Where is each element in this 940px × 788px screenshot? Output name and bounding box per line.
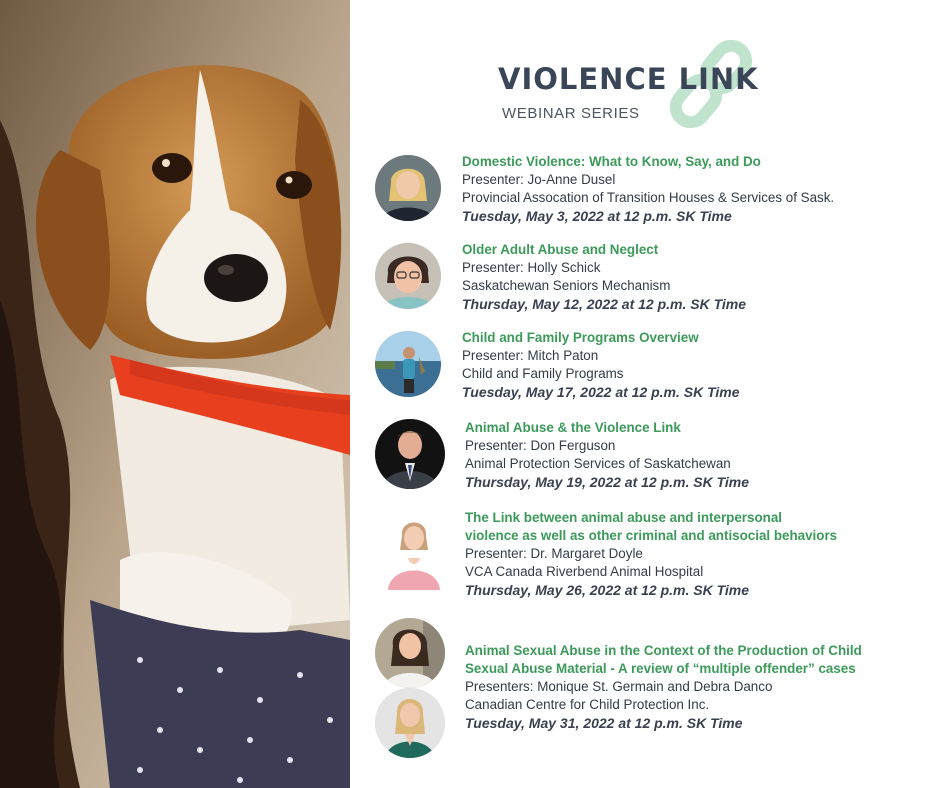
- event-1: [462, 153, 834, 225]
- event-presenter: Presenter: Dr. Margaret Doyle: [465, 546, 643, 561]
- beagle-photo: [0, 0, 350, 788]
- event-organization: Child and Family Programs: [462, 366, 624, 381]
- event-organization: VCA Canada Riverbend Animal Hospital: [465, 564, 704, 579]
- event-organization: Provincial Assocation of Transition Houses & Services of Sask.: [462, 190, 835, 205]
- presenter-photo-margaret-doyle: [382, 516, 446, 590]
- event-presenter: Presenter: Jo-Anne Dusel: [462, 172, 616, 187]
- event-title: Child and Family Programs Overview: [462, 330, 699, 345]
- event-title-line-2: Sexual Abuse Material - A review of “multiple offender” cases: [465, 661, 856, 676]
- presenter-photo-debra-danco: [375, 688, 445, 758]
- event-5: [465, 509, 837, 599]
- event-organization: Animal Protection Services of Saskatchewan: [465, 456, 731, 471]
- event-presenter: Presenter: Mitch Paton: [462, 348, 599, 363]
- presenter-photo-mitch-paton: [375, 331, 441, 397]
- event-date: Tuesday, May 3, 2022 at 12 p.m. SK Time: [462, 208, 732, 224]
- event-organization: Canadian Centre for Child Protection Inc.: [465, 697, 710, 712]
- presenter-photo-don-ferguson: [375, 419, 445, 489]
- event-title: Animal Abuse & the Violence Link: [465, 420, 681, 435]
- event-4: [465, 419, 749, 491]
- event-presenter: Presenter: Don Ferguson: [465, 438, 616, 453]
- event-title-line-2: violence as well as other criminal and antisocial behaviors: [465, 528, 838, 543]
- event-organization: Saskatchewan Seniors Mechanism: [462, 278, 671, 293]
- presenter-photo-jo-anne-dusel: [375, 155, 441, 221]
- event-title-line-1: Animal Sexual Abuse in the Context of the Production of Child: [465, 643, 862, 658]
- event-title: Older Adult Abuse and Neglect: [462, 242, 659, 257]
- page-subtitle: WEBINAR SERIES: [502, 105, 640, 122]
- event-2: [462, 241, 746, 313]
- header: [490, 40, 790, 135]
- presenter-photo-holly-schick: [375, 243, 441, 309]
- event-title-line-1: The Link between animal abuse and interpersonal: [465, 510, 782, 525]
- event-date: Tuesday, May 17, 2022 at 12 p.m. SK Time: [462, 384, 740, 400]
- event-title: Domestic Violence: What to Know, Say, and Do: [462, 154, 761, 169]
- event-6: [465, 642, 862, 732]
- event-date: Tuesday, May 31, 2022 at 12 p.m. SK Time: [465, 715, 743, 731]
- event-date: Thursday, May 12, 2022 at 12 p.m. SK Time: [462, 296, 747, 312]
- event-date: Thursday, May 26, 2022 at 12 p.m. SK Time: [465, 582, 750, 598]
- event-presenter: Presenters: Monique St. Germain and Debra Danco: [465, 679, 773, 694]
- presenter-photo-monique-st-germain: [375, 618, 445, 688]
- page-title: VIOLENCE LINK: [498, 62, 759, 96]
- event-date: Thursday, May 19, 2022 at 12 p.m. SK Time: [465, 474, 750, 490]
- event-presenter: Presenter: Holly Schick: [462, 260, 601, 275]
- event-3: [462, 329, 740, 401]
